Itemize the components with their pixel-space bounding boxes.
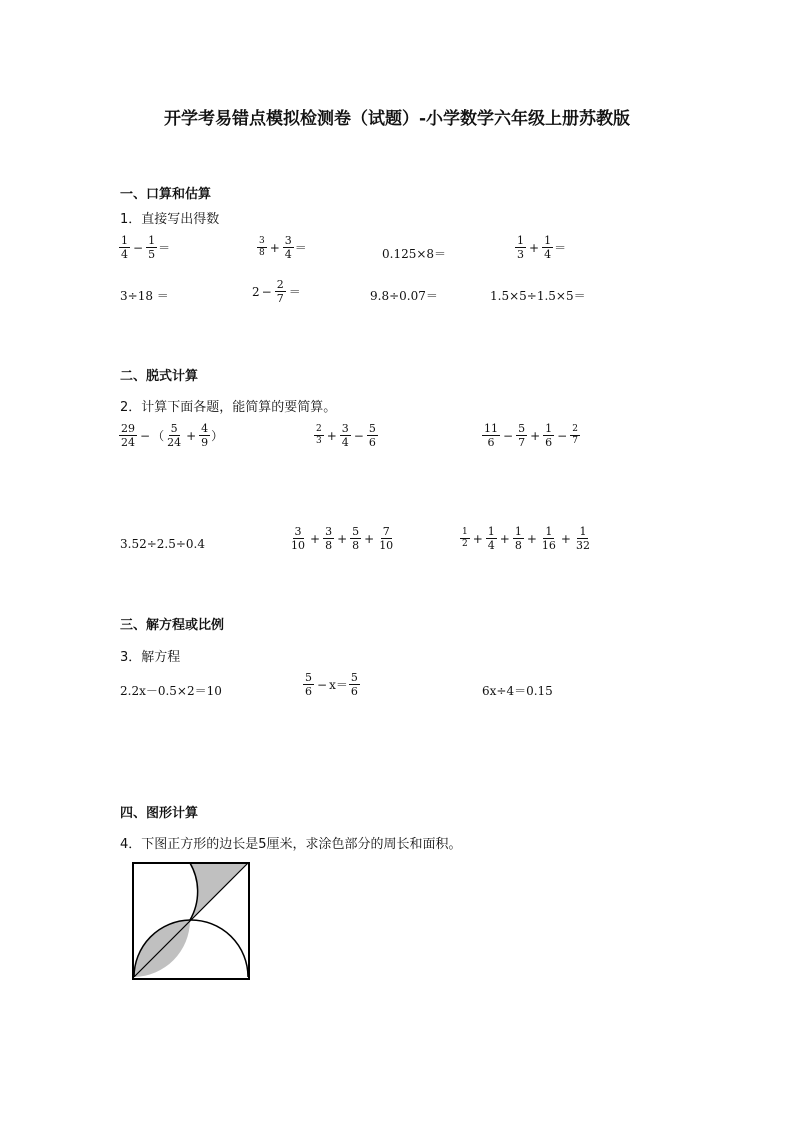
fraction: $\frac{2}{7}$ [276,278,284,305]
q1-item-4: $\frac{1}{3}$ + $\frac{1}{4}$ ＝ [517,234,567,261]
fraction: $\frac{3}{8}$ [325,525,333,552]
q1-item-5: 3÷18 ＝ [120,289,169,303]
q2-item-1: $\frac{29}{24}$ − （ $\frac{5}{24}$ + $\frac{4}{9}$ ） [121,422,224,449]
fraction: $\frac{5}{8}$ [352,525,360,552]
fraction: $\frac{1}{4}$ [544,234,552,261]
q1-item-7: 9.8÷0.07＝ [370,289,438,303]
fraction: $\frac{1}{6}$ [545,422,553,449]
fraction: $\frac{1}{5}$ [148,234,156,261]
section-heading-oral-calc: 一、口算和估算 [120,187,212,202]
page-title: 开学考易错点模拟检测卷（试题）-小学数学六年级上册苏教版 [163,109,631,129]
fraction: $\frac{1}{8}$ [514,525,522,552]
q1-item-2: $\frac{3}{8}$ + $\frac{3}{4}$ ＝ [259,234,307,261]
fraction: $\frac{5}{6}$ [305,671,312,698]
fraction: $\frac{2}{3}$ [316,424,322,446]
q1-item-3: 0.125×8＝ [382,247,447,261]
fraction: $\frac{11}{6}$ [484,422,498,449]
q2-item-6: $\frac{1}{2}$ + $\frac{1}{4}$ + $\frac{1}{8}$ + $\frac{1}{16}$ + $\frac{1}{32}$ [462,525,590,552]
fraction: $\frac{5}{6}$ [368,422,376,449]
q1-item-6: 2 − $\frac{2}{7}$ ＝ [252,278,301,305]
fraction: $\frac{1}{32}$ [575,525,590,552]
fraction: $\frac{1}{16}$ [541,525,556,552]
section-heading-geometry: 四、图形计算 [120,806,199,821]
q2-item-4: 3.52÷2.5÷0.4 [120,537,205,551]
fraction: $\frac{1}{2}$ [462,527,468,549]
question-4-prompt: 4．下图正方形的边长是5厘米，求涂色部分的周长和面积。 [120,837,462,852]
fraction: $\frac{2}{7}$ [572,424,578,446]
q2-item-3: $\frac{11}{6}$ − $\frac{5}{7}$ + $\frac{1}{6}$ − $\frac{2}{7}$ [484,422,578,449]
question-2-prompt: 2．计算下面各题，能简算的要简算。 [120,400,337,415]
fraction: $\frac{1}{3}$ [517,234,524,261]
arc-top-semicircle [134,863,198,920]
question-3-prompt: 3．解方程 [120,650,181,665]
fraction: $\frac{5}{6}$ [350,671,358,698]
section-heading-equations: 三、解方程或比例 [120,618,225,633]
q3-item-2: $\frac{5}{6}$ − x ＝ $\frac{5}{6}$ [305,671,358,698]
q2-item-5: $\frac{3}{10}$ + $\frac{3}{8}$ + $\frac{5}{8}$ + $\frac{7}{10}$ [291,525,394,552]
fraction: $\frac{1}{4}$ [121,234,128,261]
fraction: $\frac{3}{4}$ [284,234,292,261]
q3-item-1: 2.2x－0.5×2＝10 [120,684,222,698]
fraction: $\frac{5}{7}$ [518,422,526,449]
fraction: $\frac{3}{10}$ [291,525,305,552]
fraction: $\frac{7}{10}$ [379,525,394,552]
question-1-prompt: 1．直接写出得数 [120,212,220,227]
fraction: $\frac{3}{4}$ [341,422,349,449]
fraction: $\frac{4}{9}$ [201,422,209,449]
q2-item-2: $\frac{2}{3}$ + $\frac{3}{4}$ − $\frac{5}{6}$ [316,422,376,449]
q1-item-8: 1.5×5÷1.5×5＝ [490,289,586,303]
fraction: $\frac{3}{8}$ [259,236,265,258]
section-heading-step-calc: 二、脱式计算 [120,369,199,384]
fraction: $\frac{29}{24}$ [121,422,135,449]
diagonal-line [134,863,248,977]
square-shaded-figure [132,862,250,980]
fraction: $\frac{1}{4}$ [487,525,495,552]
q3-item-3: 6x÷4＝0.15 [482,684,553,698]
fraction: $\frac{5}{24}$ [167,422,182,449]
q1-item-1: $\frac{1}{4}$ − $\frac{1}{5}$ ＝ [121,234,171,261]
